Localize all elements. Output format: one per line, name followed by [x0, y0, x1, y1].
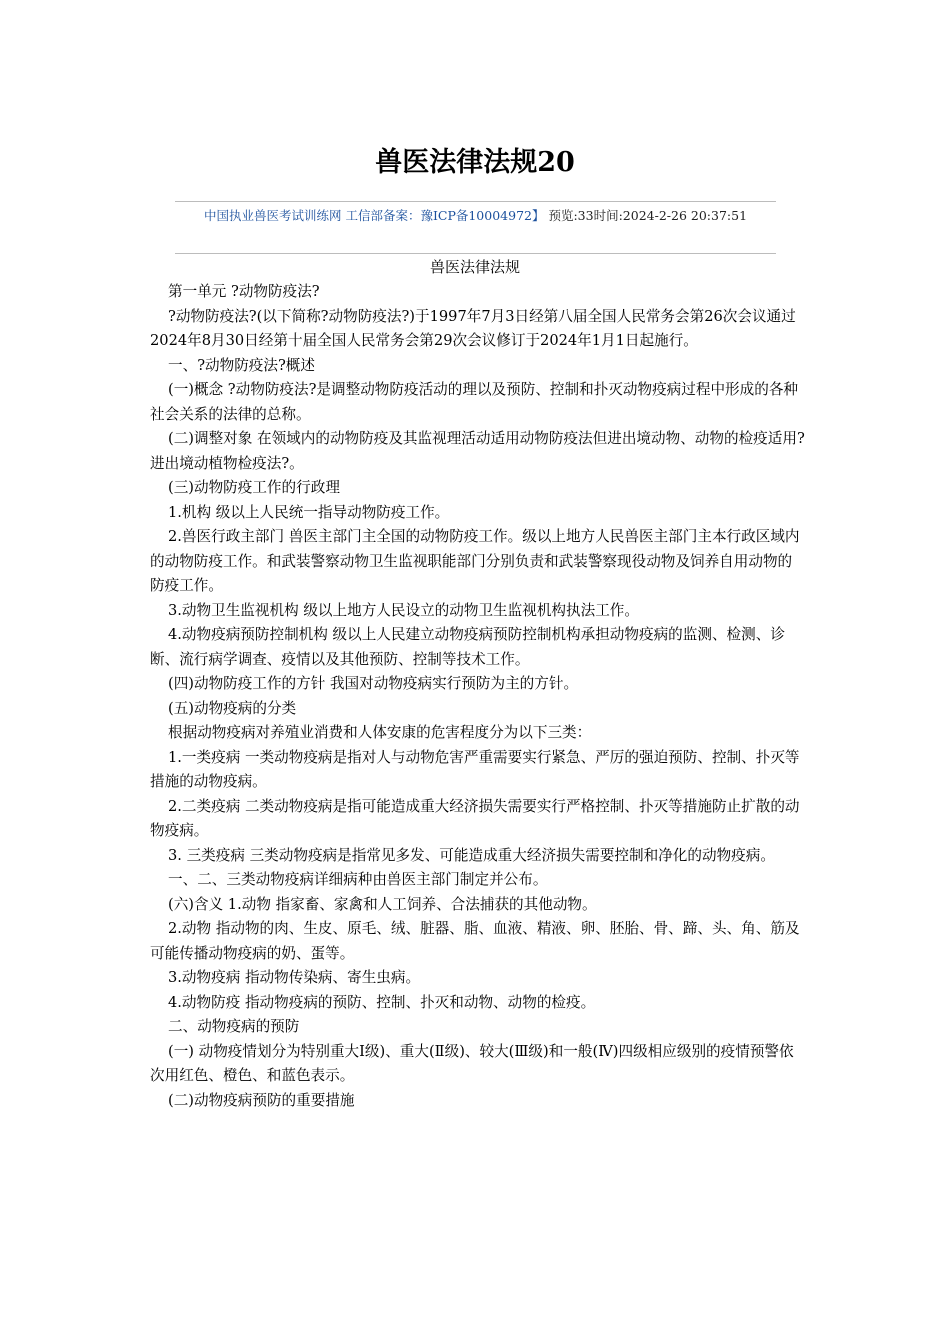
paragraph: 2.二类疫病 二类动物疫病是指可能造成重大经济损失需要实行严格控制、扑灭等措施防止扩散的动物疫病。 — [150, 797, 800, 839]
paragraph: (一) 动物疫情划分为特别重大Ⅰ级)、重大(Ⅱ级)、较大(Ⅲ级)和一般(Ⅳ)四级相应级别的疫情预警依次用红色、橙色、和蓝色表示。 — [150, 1042, 794, 1084]
paragraph: 1.一类疫病 一类动物疫病是指对人与动物危害严重需要实行紧急、严厉的强迫预防、控制、扑灭等措施的动物疫病。 — [150, 748, 800, 790]
paragraph: ?动物防疫法?(以下简称?动物防疫法?)于1997年7月3日经第八届全国人民常务会第26次会议通过2024年8月30日经第十届全国人民常务会第29次会议修订于2024年1月1日起施行。 — [150, 307, 796, 349]
paragraph: 一、?动物防疫法?概述 — [168, 356, 315, 374]
document-title: 兽医法律法规20 — [375, 147, 575, 178]
paragraph: 1.机构 级以上人民统一指导动物防疫工作。 — [168, 503, 450, 521]
top-divider — [175, 201, 776, 202]
paragraph: (二)动物疫病预防的重要措施 — [168, 1091, 355, 1109]
document-meta — [175, 203, 776, 228]
site-link[interactable]: 中国执业兽医考试训练网 工信部备案：豫ICP备10004972】 — [203, 208, 545, 223]
paragraph: (三)动物防疫工作的行政理 — [168, 479, 340, 496]
document-subtitle: 兽医法律法规 — [429, 258, 520, 276]
paragraph: (五)动物疫病的分类 — [168, 699, 297, 717]
paragraph: 二、动物疫病的预防 — [168, 1018, 300, 1035]
paragraph: (六)含义 1.动物 指家畜、家禽和人工饲养、合法捕获的其他动物。 — [168, 895, 597, 913]
paragraph: 3.动物卫生监视机构 级以上地方人民设立的动物卫生监视机构执法工作。 — [168, 601, 639, 619]
paragraph: 4.动物防疫 指动物疫病的预防、控制、扑灭和动物、动物的检疫。 — [168, 993, 596, 1011]
meta-stats: 预览:33时间:2024-2-26 20:37:51 — [544, 208, 748, 223]
paragraph: 根据动物疫病对养殖业消费和人体安康的危害程度分为以下三类： — [168, 724, 592, 741]
document-body — [150, 280, 805, 1113]
paragraph: 3.动物疫病 指动物传染病、寄生虫病。 — [168, 969, 421, 986]
paragraph: 3. 三类疫病 三类动物疫病是指常见多发、可能造成重大经济损失需要控制和净化的动物疫病。 — [168, 846, 775, 864]
paragraph: 4.动物疫病预防控制机构 级以上人民建立动物疫病预防控制机构承担动物疫病的监测、检测、诊断、流行病学调查、疫情以及其他预防、控制等技术工作。 — [150, 626, 785, 668]
paragraph: 2.动物 指动物的肉、生皮、原毛、绒、脏器、脂、血液、精液、卵、胚胎、骨、蹄、头、角、筋及可能传播动物疫病的奶、蛋等。 — [150, 920, 800, 962]
paragraph: (四)动物防疫工作的方针 我国对动物疫病实行预防为主的方针。 — [168, 675, 579, 692]
paragraph: (一)概念 ?动物防疫法?是调整动物防疫活动的理以及预防、控制和扑灭动物疫病过程中形成的各种社会关系的法律的总称。 — [150, 381, 799, 423]
paragraph: 2.兽医行政主部门 兽医主部门主全国的动物防疫工作。级以上地方人民兽医主部门主本行政区域内的动物防疫工作。和武装警察动物卫生监视职能部门分别负责和武装警察现役动物及饲养自用动物的防疫工作。 — [150, 528, 800, 594]
paragraph: 一、二、三类动物疫病详细病种由兽医主部门制定并公布。 — [168, 871, 548, 888]
paragraph: (二)调整对象 在领域内的动物防疫及其监视理活动适用动物防疫法但进出境动物、动物的检疫适用?进出境动植物检疫法?。 — [150, 430, 805, 472]
bottom-divider — [175, 253, 776, 254]
section-heading: 第一单元 ?动物防疫法? — [168, 283, 320, 300]
